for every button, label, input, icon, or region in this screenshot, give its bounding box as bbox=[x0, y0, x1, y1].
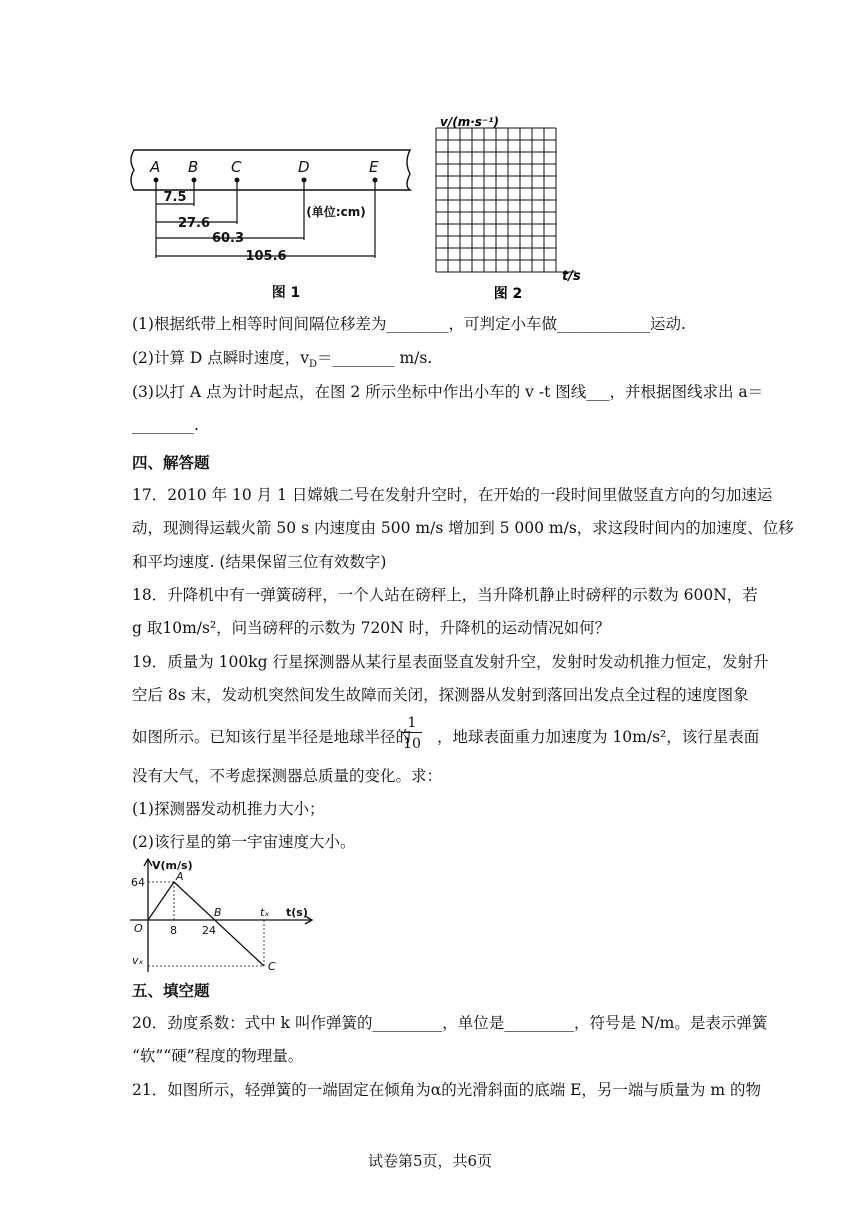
q17-line-a: 17．2010 年 10 月 1 日嫦娥二号在发射升空时，在开始的一段时间里做竖直方向的匀加速运 bbox=[132, 486, 773, 504]
label-b: B bbox=[188, 158, 199, 176]
q19-point-a: A bbox=[176, 870, 184, 883]
figure-2-grid bbox=[428, 108, 598, 308]
q19-line-c: 如图所示。已知该行星半径是地球半径的 ，地球表面重力加速度为 10m/s²，该行星表面 bbox=[132, 728, 760, 746]
section-5-heading: 五、填空题 bbox=[132, 981, 210, 1000]
fig1-caption: 图 1 bbox=[271, 285, 301, 301]
q21-line-a: 21．如图所示，轻弹簧的一端固定在倾角为α的光滑斜面的底端 E，另一端与质量为 m 的物 bbox=[132, 1081, 761, 1099]
q19-y-tick-64: 64 bbox=[131, 876, 145, 889]
dist-ab: 7.5 bbox=[163, 190, 187, 205]
q19-x-tick-24: 24 bbox=[202, 924, 216, 937]
label-d: D bbox=[298, 158, 310, 176]
q16-line-3b: ________. bbox=[132, 416, 199, 434]
q20-line-a: 20．劲度系数：式中 k 叫作弹簧的_________，单位是_________，符号是 N/m。是表示弹簧 bbox=[132, 1014, 768, 1032]
q17-line-b: 动，现测得运载火箭 50 s 内速度由 500 m/s 增加到 5 000 m/s，求这段时间内的加速度、位移 bbox=[132, 519, 794, 537]
q16-line-1: (1)根据纸带上相等时间间隔位移差为________，可判定小车做____________运动. bbox=[132, 315, 686, 333]
fig2-caption: 图 2 bbox=[493, 286, 523, 302]
q19-t-label: tₓ bbox=[260, 906, 270, 919]
q18-line-a: 18．升降机中有一弹簧磅秤，一个人站在磅秤上，当升降机静止时磅秤的示数为 600N，若 bbox=[132, 586, 758, 604]
section-4-heading: 四、解答题 bbox=[132, 453, 210, 472]
unit-note: (单位:cm) bbox=[306, 205, 366, 219]
q19-line-f: (2)该行星的第一宇宙速度大小。 bbox=[132, 833, 356, 851]
q19-velocity-graph bbox=[128, 856, 328, 974]
q19-line-b: 空后 8s 末，发动机突然间发生故障而关闭，探测器从发射到落回出发点全过程的速度图象 bbox=[132, 686, 749, 704]
figure-1-tape bbox=[128, 140, 418, 310]
dist-ae: 105.6 bbox=[245, 249, 287, 264]
label-c: C bbox=[231, 158, 242, 176]
q20-line-b: “软”“硬”程度的物理量。 bbox=[132, 1047, 304, 1065]
fraction-denominator: 10 bbox=[403, 736, 421, 752]
q19-y-label: V(m/s) bbox=[152, 859, 193, 872]
q19-point-c: C bbox=[268, 960, 276, 973]
q19-origin: O bbox=[134, 922, 143, 935]
label-a: A bbox=[150, 158, 161, 176]
q19-point-b: B bbox=[214, 906, 222, 919]
q17-line-c: 和平均速度. (结果保留三位有效数字) bbox=[132, 553, 387, 571]
q16-line-3: (3)以打 A 点为计时起点，在图 2 所示坐标中作出小车的 v -t 图线___，并根据图线求出 a＝ bbox=[132, 383, 764, 401]
fraction-numerator: 1 bbox=[402, 714, 422, 733]
dist-ad: 60.3 bbox=[211, 231, 245, 246]
label-e: E bbox=[369, 158, 379, 176]
q19-line-d: 没有大气，不考虑探测器总质量的变化。求： bbox=[132, 767, 443, 785]
q19-x-tick-8: 8 bbox=[170, 924, 177, 937]
page-footer: 试卷第5页，共6页 bbox=[367, 1152, 493, 1170]
q19-v-label: vₓ bbox=[132, 954, 144, 967]
dist-ac: 27.6 bbox=[177, 216, 211, 231]
q16-line-2: (2)计算 D 点瞬时速度，$v_D=\_\_\_\_\_\_\_\_$ m/s. bbox=[132, 349, 433, 371]
q19-line-a: 19．质量为 100kg 行星探测器从某行星表面竖直发射升空，发射时发动机推力恒定，发射升 bbox=[132, 653, 769, 671]
q19-x-label: t(s) bbox=[286, 906, 308, 919]
q18-line-b: g 取10m/s²，问当磅秤的示数为 720N 时，升降机的运动情况如何？ bbox=[132, 619, 611, 637]
fig2-x-label: t/s bbox=[562, 269, 581, 284]
q19-line-e: (1)探测器发动机推力大小； bbox=[132, 800, 325, 818]
fig2-y-label: v/(m·s⁻¹) bbox=[440, 115, 499, 129]
